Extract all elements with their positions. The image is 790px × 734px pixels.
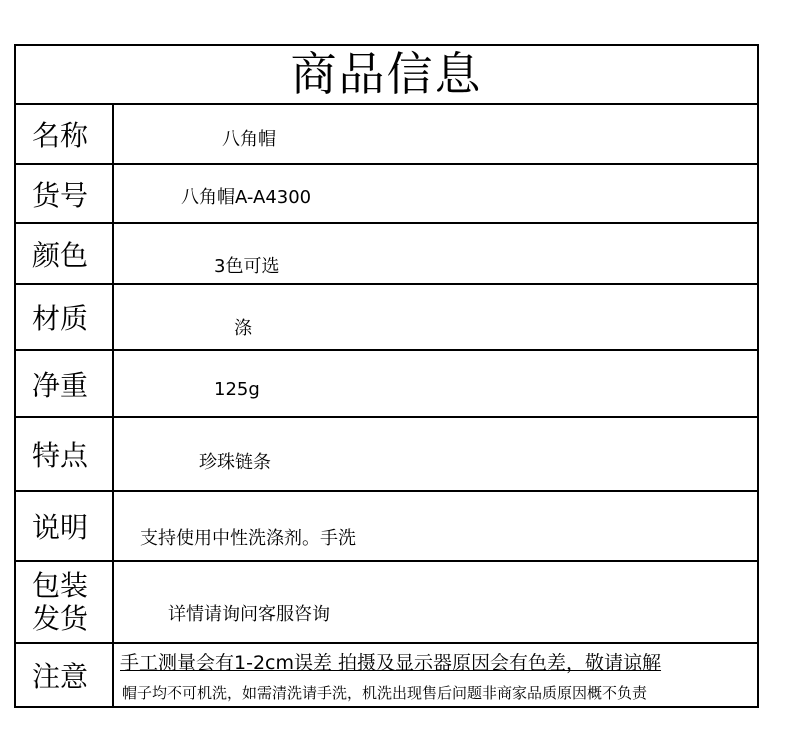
row-value: 八角帽A-A4300 (181, 187, 312, 208)
row-label: 特点 (16, 418, 114, 490)
row-label: 说明 (16, 492, 114, 560)
table-row-notice (16, 644, 757, 706)
row-label: 材质 (16, 285, 114, 349)
row-label: 名称 (16, 105, 114, 163)
row-value: 125g (214, 379, 260, 400)
row-value: 八角帽 (222, 129, 276, 150)
row-value: 详情请询问客服咨询 (168, 604, 330, 625)
table-row-name (16, 105, 757, 165)
product-info-table (14, 44, 759, 708)
row-value: 3色可选 (214, 256, 280, 277)
table-row-item-number (16, 165, 757, 224)
row-value: 珍珠链条 (199, 452, 271, 473)
table-row-description (16, 492, 757, 562)
table-row-features (16, 418, 757, 492)
table-row-weight (16, 351, 757, 418)
row-label-line2: 发货 (32, 602, 89, 635)
table-row-packaging (16, 562, 757, 644)
notice-line-2: 帽子均不可机洗，如需清洗请手洗，机洗出现售后问题非商家品质原因概不负责 (122, 684, 648, 702)
table-row-material (16, 285, 757, 351)
notice-line-1: 手工测量会有1-2cm误差 拍摄及显示器原因会有色差，敬请谅解 (120, 652, 662, 674)
table-title: 商品信息 (16, 46, 757, 105)
table-row-color (16, 224, 757, 285)
row-label: 颜色 (16, 224, 114, 283)
row-label: 注意 (16, 644, 114, 706)
row-label: 净重 (16, 351, 114, 416)
row-label: 货号 (16, 165, 114, 222)
row-label (16, 562, 114, 642)
row-value: 支持使用中性洗涤剂。手洗 (140, 528, 356, 549)
row-label-line1: 包装 (32, 569, 89, 602)
row-value: 涤 (234, 318, 252, 339)
